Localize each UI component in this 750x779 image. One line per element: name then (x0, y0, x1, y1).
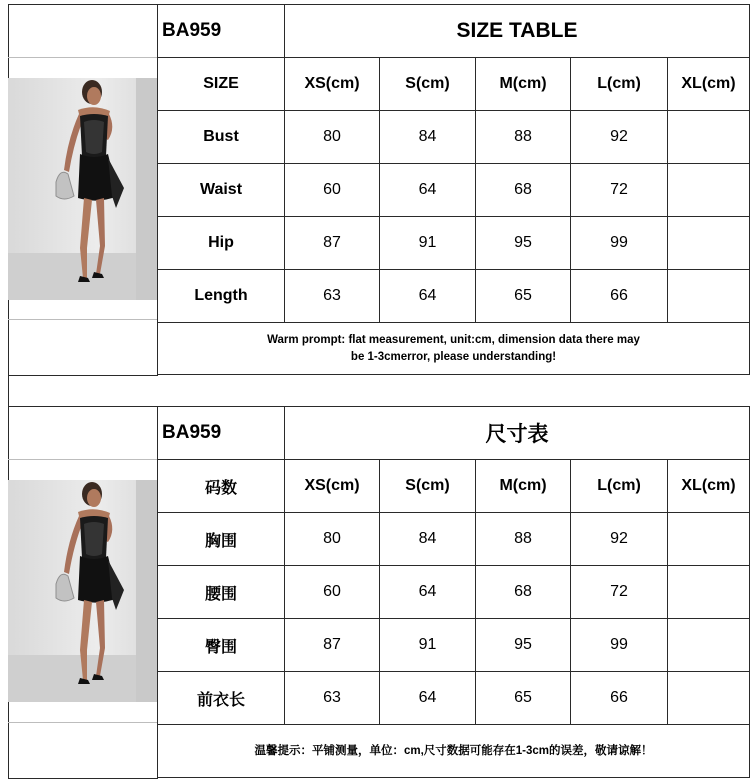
table-cell: 64 (380, 270, 476, 323)
header-cell: XL(cm) (668, 460, 750, 513)
header-cell: M(cm) (476, 58, 571, 111)
table-title: 尺寸表 (285, 407, 750, 460)
table-cell (668, 111, 750, 164)
table-cell: 65 (476, 672, 571, 725)
table-cell: 68 (476, 566, 571, 619)
row-label: 胸围 (158, 513, 285, 566)
table-row (158, 111, 750, 164)
product-code: BA959 (158, 5, 285, 58)
table-row (158, 270, 750, 323)
table-cell (668, 619, 750, 672)
table-row (158, 513, 750, 566)
table-row (158, 619, 750, 672)
header-cell: SIZE (158, 58, 285, 111)
table-cell: 63 (285, 672, 380, 725)
header-cell: 码数 (158, 460, 285, 513)
table-cell: 88 (476, 111, 571, 164)
row-label: Length (158, 270, 285, 323)
model-photo (8, 480, 157, 702)
header-cell: L(cm) (571, 58, 668, 111)
header-cell: XL(cm) (668, 58, 750, 111)
table-cell: 66 (571, 672, 668, 725)
table-cell (668, 217, 750, 270)
table-cell: 91 (380, 619, 476, 672)
header-row (158, 58, 750, 111)
table-row (158, 164, 750, 217)
table-cell: 95 (476, 217, 571, 270)
table-cell (668, 566, 750, 619)
row-label: Bust (158, 111, 285, 164)
row-label: 腰围 (158, 566, 285, 619)
table-cell (668, 270, 750, 323)
table-cell: 63 (285, 270, 380, 323)
table-cell: 80 (285, 513, 380, 566)
row-label: Waist (158, 164, 285, 217)
table-cell: 72 (571, 566, 668, 619)
table-cell: 92 (571, 111, 668, 164)
header-cell: M(cm) (476, 460, 571, 513)
table-cell: 64 (380, 672, 476, 725)
header-cell: S(cm) (380, 460, 476, 513)
table-cell: 91 (380, 217, 476, 270)
header-row (158, 460, 750, 513)
table-cell: 66 (571, 270, 668, 323)
header-cell: L(cm) (571, 460, 668, 513)
table-cell: 65 (476, 270, 571, 323)
table-cell: 95 (476, 619, 571, 672)
row-label: Hip (158, 217, 285, 270)
header-cell: XS(cm) (285, 58, 380, 111)
table-cell (668, 672, 750, 725)
header-cell: XS(cm) (285, 460, 380, 513)
table-row (158, 217, 750, 270)
table-cell: 64 (380, 566, 476, 619)
measurement-note (158, 323, 750, 375)
table-cell: 68 (476, 164, 571, 217)
row-label: 臀围 (158, 619, 285, 672)
model-photo (8, 78, 157, 300)
table-cell: 72 (571, 164, 668, 217)
table-cell: 84 (380, 111, 476, 164)
table-cell: 80 (285, 111, 380, 164)
table-row (158, 566, 750, 619)
table-row (158, 672, 750, 725)
table-cell: 88 (476, 513, 571, 566)
size-table-zh (157, 406, 750, 778)
note-line: be 1-3cmerror, please understanding! (350, 350, 557, 363)
table-cell: 99 (571, 217, 668, 270)
table-cell: 87 (285, 217, 380, 270)
table-cell (668, 164, 750, 217)
table-title: SIZE TABLE (285, 5, 750, 58)
table-cell: 64 (380, 164, 476, 217)
left-divider (8, 319, 157, 320)
size-table-en (157, 4, 750, 375)
table-cell: 99 (571, 619, 668, 672)
table-cell: 87 (285, 619, 380, 672)
product-code: BA959 (158, 407, 285, 460)
table-cell: 92 (571, 513, 668, 566)
table-cell: 60 (285, 164, 380, 217)
left-divider (8, 459, 157, 460)
left-divider (8, 722, 157, 723)
table-cell: 84 (380, 513, 476, 566)
block-spacer (8, 374, 750, 407)
table-cell (668, 513, 750, 566)
row-label: 前衣长 (158, 672, 285, 725)
note-line: Warm prompt: flat measurement, unit:cm, dimension data there may (267, 333, 640, 346)
left-divider (8, 57, 157, 58)
table-cell: 60 (285, 566, 380, 619)
measurement-note: 温馨提示：平铺测量，单位：cm,尺寸数据可能存在1-3cm的误差，敬请谅解！ (158, 725, 750, 778)
header-cell: S(cm) (380, 58, 476, 111)
